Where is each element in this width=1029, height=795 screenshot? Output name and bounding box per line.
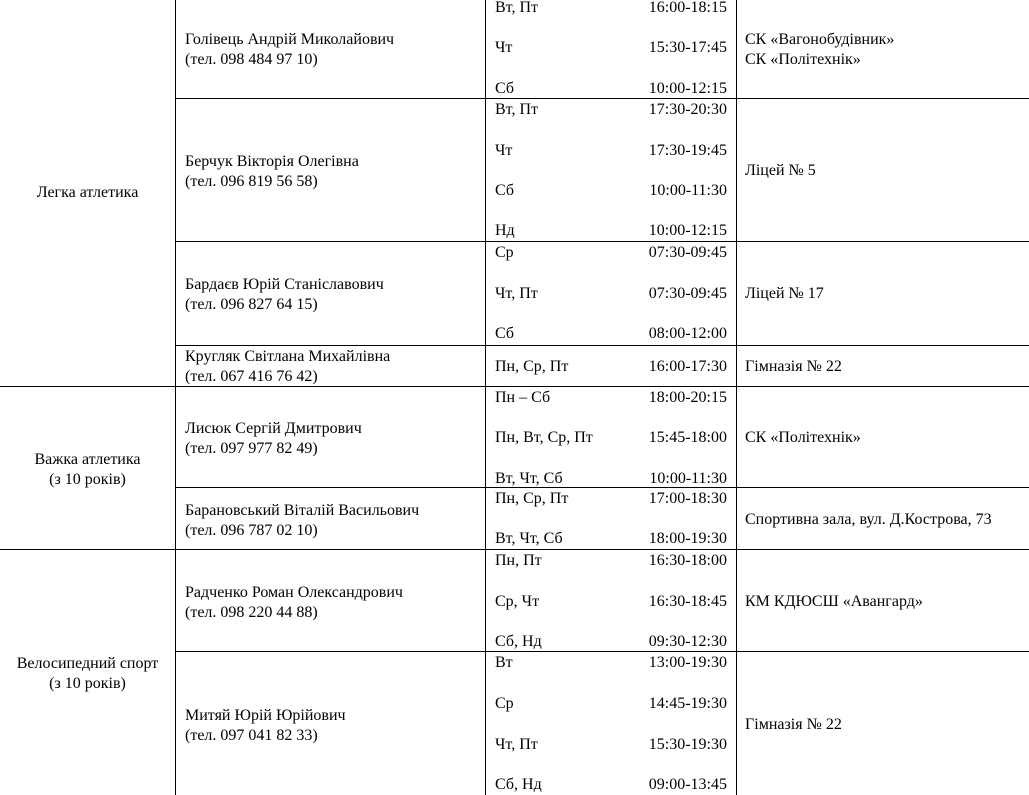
coach-phone: (тел. 096 827 64 15) xyxy=(185,296,318,313)
schedule-time: 16:30-18:00 xyxy=(648,552,727,569)
coach-phone: (тел. 098 220 44 88) xyxy=(185,604,318,621)
schedule-days: Чт, Пт xyxy=(495,285,538,302)
schedule-time: 16:00-17:30 xyxy=(648,358,727,375)
schedule-time: 14:45-19:30 xyxy=(648,695,727,712)
schedule-days: Вт, Чт, Сб xyxy=(495,530,563,547)
row-divider xyxy=(175,241,1029,242)
sport-name: Легка атлетика xyxy=(36,184,139,201)
schedule-days: Сб, Нд xyxy=(495,633,542,650)
schedule-days: Ср xyxy=(495,244,514,261)
sport-name: Велосипедний спорт xyxy=(16,655,159,672)
schedule-time: 10:00-12:15 xyxy=(648,222,727,239)
venue: СК «Політехнік» xyxy=(745,51,861,68)
coach-name: Барановський Віталій Васильович xyxy=(185,502,420,519)
schedule-days: Сб, Нд xyxy=(495,776,542,793)
coach-name: Лисюк Сергій Дмитрович xyxy=(185,420,362,437)
schedule-time: 10:00-11:30 xyxy=(649,182,727,199)
schedule-time: 13:00-19:30 xyxy=(648,654,727,671)
venue: Ліцей № 5 xyxy=(745,162,816,179)
schedule-days: Вт, Пт xyxy=(495,101,539,118)
venue: СК «Політехнік» xyxy=(745,429,861,446)
coach-phone: (тел. 096 787 02 10) xyxy=(185,522,318,539)
coach-phone: (тел. 098 484 97 10) xyxy=(185,51,318,68)
row-divider xyxy=(175,651,1029,652)
venue: СК «Вагонобудівник» xyxy=(745,31,895,48)
venue: КМ КДЮСШ «Авангард» xyxy=(745,593,923,610)
schedule-time: 17:30-20:30 xyxy=(648,101,727,118)
row-divider xyxy=(0,386,1029,387)
sport-name: Важка атлетика xyxy=(34,451,141,468)
row-divider xyxy=(175,487,1029,488)
schedule-time: 10:00-11:30 xyxy=(649,470,727,487)
coach-phone: (тел. 097 977 82 49) xyxy=(185,440,318,457)
schedule-days: Сб xyxy=(495,325,515,342)
sport-note: (з 10 років) xyxy=(49,471,126,488)
venue: Спортивна зала, вул. Д.Кострова, 73 xyxy=(745,511,992,528)
schedule-time: 17:00-18:30 xyxy=(648,490,727,507)
coach-name: Бардаєв Юрій Станіславович xyxy=(185,276,384,293)
schedule-time: 10:00-12:15 xyxy=(648,80,727,97)
schedule-days: Ср, Чт xyxy=(495,593,540,610)
schedule-days: Ср xyxy=(495,695,514,712)
coach-phone: (тел. 096 819 56 58) xyxy=(185,173,318,190)
schedule-days: Сб xyxy=(495,80,515,97)
coach-name: Кругляк Світлана Михайлівна xyxy=(185,348,391,365)
col-divider-sport xyxy=(175,0,176,795)
row-divider xyxy=(175,345,1029,346)
venue: Гімназія № 22 xyxy=(745,358,842,375)
schedule-days: Пн – Сб xyxy=(495,389,551,406)
coach-name: Голівець Андрій Миколайович xyxy=(185,31,395,48)
schedule-time: 15:30-17:45 xyxy=(648,39,727,56)
coach-phone: (тел. 097 041 82 33) xyxy=(185,727,318,744)
schedule-time: 15:30-19:30 xyxy=(648,736,727,753)
schedule-time: 09:30-12:30 xyxy=(648,633,727,650)
schedule-time: 07:30-09:45 xyxy=(648,244,727,261)
schedule-days: Пн, Пт xyxy=(495,552,542,569)
schedule-time: 16:00-18:15 xyxy=(648,0,727,16)
schedule-time: 18:00-19:30 xyxy=(648,530,727,547)
col-divider-schedule xyxy=(736,0,737,795)
schedule-time: 16:30-18:45 xyxy=(648,593,727,610)
schedule-days: Вт, Пт xyxy=(495,0,539,16)
schedule-days: Пн, Ср, Пт xyxy=(495,490,569,507)
schedule-days: Чт xyxy=(495,39,513,56)
venue: Ліцей № 17 xyxy=(745,285,824,302)
schedule-days: Вт, Чт, Сб xyxy=(495,470,563,487)
schedule-days: Вт xyxy=(495,654,513,671)
schedule-time: 09:00-13:45 xyxy=(648,776,727,793)
schedule-time: 15:45-18:00 xyxy=(648,429,727,446)
schedule-days: Пн, Вт, Ср, Пт xyxy=(495,429,593,446)
schedule-days: Чт xyxy=(495,142,513,159)
row-divider xyxy=(0,549,1029,550)
schedule-time: 07:30-09:45 xyxy=(648,285,727,302)
sport-note: (з 10 років) xyxy=(49,675,126,692)
col-divider-coach xyxy=(485,0,486,795)
venue: Гімназія № 22 xyxy=(745,716,842,733)
schedule-days: Нд xyxy=(495,222,515,239)
schedule-time: 18:00-20:15 xyxy=(648,389,727,406)
schedule-time: 17:30-19:45 xyxy=(648,142,727,159)
coach-name: Берчук Вікторія Олегівна xyxy=(185,153,359,170)
schedule-days: Сб xyxy=(495,182,515,199)
coach-name: Радченко Роман Олександрович xyxy=(185,584,403,601)
coach-phone: (тел. 067 416 76 42) xyxy=(185,368,318,385)
row-divider xyxy=(175,98,1029,99)
schedule-days: Чт, Пт xyxy=(495,736,538,753)
schedule-time: 08:00-12:00 xyxy=(648,325,727,342)
coach-name: Митяй Юрій Юрійович xyxy=(185,707,346,724)
schedule-days: Пн, Ср, Пт xyxy=(495,358,569,375)
